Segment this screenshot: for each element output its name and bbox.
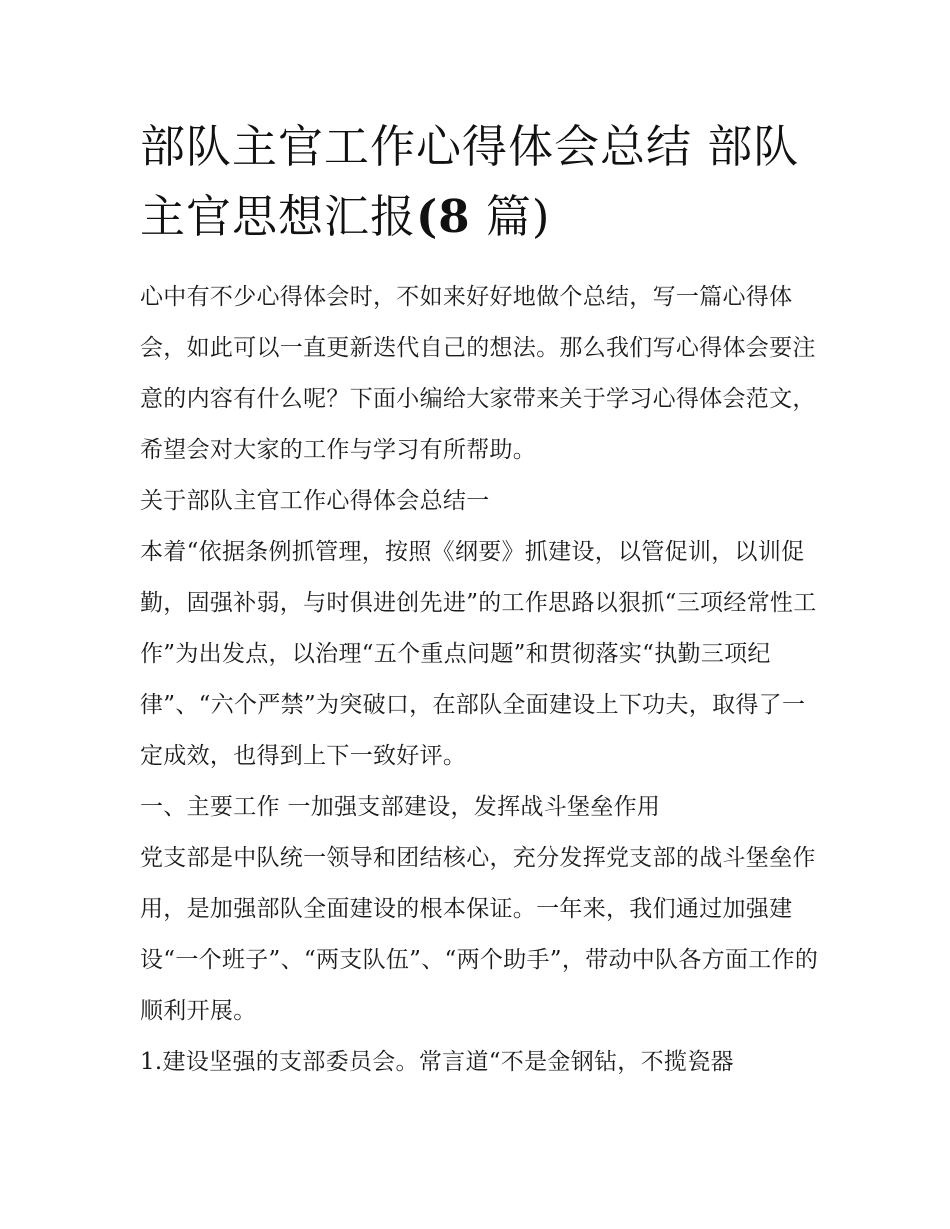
- body-paragraph-2: 党支部是中队统一领导和团结核心，充分发挥党支部的战斗堡垒作用，是加强部队全面建设的根本保证。一年来，我们通过加强建设“一个班子”、“两支队伍”、“两个助手”，带动中队各方面工作的顺利开展。: [140, 845, 819, 1024]
- title-count: (8: [416, 190, 471, 243]
- title-suffix: 篇): [470, 190, 551, 243]
- body-paragraph-3: 1.建设坚强的支部委员会。常言道“不是金钢钻，不揽瓷器: [140, 1049, 734, 1075]
- title-text: 部队主官工作心得体会总结 部队主官思想汇报: [140, 120, 800, 243]
- section-heading: 关于部队主官工作心得体会总结一: [140, 488, 490, 514]
- intro-paragraph: 心中有不少心得体会时，不如来好好地做个总结，写一篇心得体会，如此可以一直更新迭代自己的想法。那么我们写心得体会要注意的内容有什么呢？下面小编给大家带来关于学习心得体会范文，希望会对大家的工作与学习有所帮助。: [140, 284, 816, 463]
- body-paragraph-1: 本着“依据条例抓管理，按照《纲要》抓建设，以管促训，以训促勤，固强补弱，与时俱进创先进”的工作思路以狠抓“三项经常性工作”为出发点，以治理“五个重点问题”和贯彻落实“执勤三项纪律”、“六个严禁”为突破口，在部队全面建设上下功夫，取得了一定成效，也得到上下一致好评。: [140, 539, 817, 769]
- subheading: 一、主要工作 一加强支部建设，发挥战斗堡垒作用: [140, 794, 661, 820]
- document-title: [140, 112, 820, 252]
- document-body: [140, 112, 820, 1088]
